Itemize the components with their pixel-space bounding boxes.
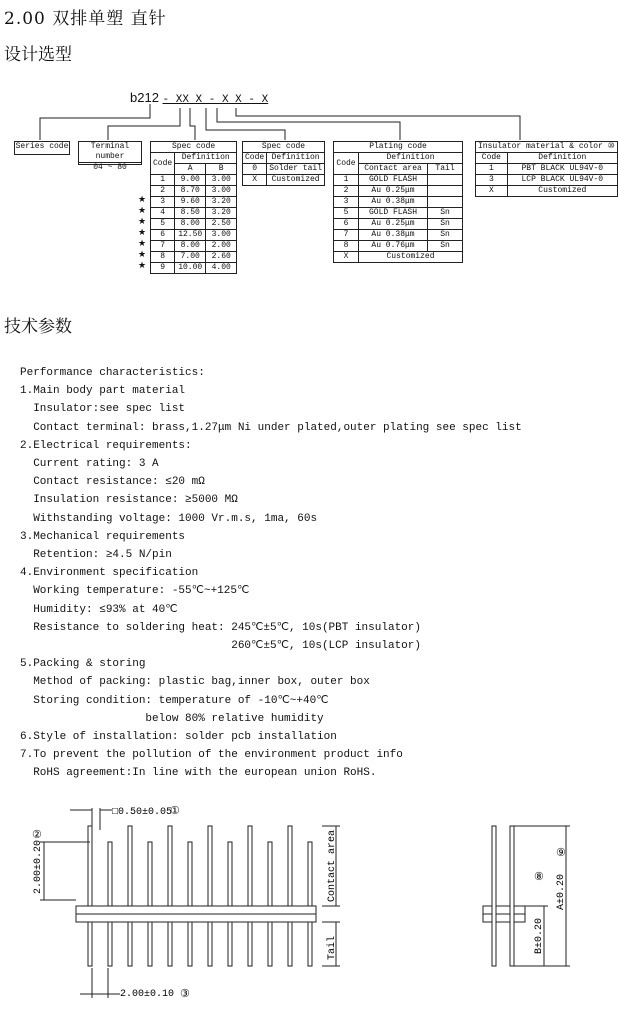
tail-label: Tail bbox=[327, 935, 338, 960]
spec-code-cell: 7 bbox=[151, 241, 175, 252]
plating-code-cell: 1 bbox=[334, 175, 359, 186]
spec-code-title: Spec code bbox=[151, 142, 237, 153]
spec-code-row bbox=[151, 263, 237, 274]
spec-code-row bbox=[151, 219, 237, 230]
spec-code-cell: 2 bbox=[151, 186, 175, 197]
plating-header-code: Code bbox=[334, 153, 359, 175]
plating-title: Plating code bbox=[334, 142, 463, 153]
spec-b-cell: 3.00 bbox=[206, 186, 237, 197]
insulator-header-code: Code bbox=[476, 153, 508, 164]
performance-line: 2.Electrical requirements: bbox=[20, 439, 192, 452]
terminal-number-box bbox=[78, 141, 142, 172]
plating-code-cell: 5 bbox=[334, 208, 359, 219]
spec-code-header-definition: Definition bbox=[175, 153, 237, 164]
performance-line: RoHS agreement:In line with the european union RoHS. bbox=[20, 767, 377, 780]
spec-mark: ★ bbox=[138, 228, 147, 238]
tail-definition-cell: Solder tail bbox=[267, 164, 325, 175]
plating-row bbox=[334, 197, 463, 208]
spec-b-cell: 3.00 bbox=[206, 230, 237, 241]
insulator-row bbox=[476, 186, 618, 197]
plating-row bbox=[334, 208, 463, 219]
spec-mark: ★ bbox=[138, 206, 147, 216]
plating-contact-cell: Au 0.38μm bbox=[359, 197, 428, 208]
plating-header-contact: Contact area bbox=[359, 164, 428, 175]
pin bbox=[208, 826, 212, 966]
plating-tail-cell bbox=[428, 175, 463, 186]
plating-row bbox=[334, 241, 463, 252]
insulator-title: Insulator material & color ⑩ bbox=[476, 142, 618, 153]
insulator-table bbox=[475, 141, 618, 197]
performance-line: Resistance to soldering heat: 245℃±5℃, 10s(PBT insulator) bbox=[20, 621, 421, 634]
part-code-pattern: - XX X - X X - X bbox=[162, 94, 269, 106]
performance-line: 6.Style of installation: solder pcb installation bbox=[20, 731, 337, 744]
performance-line: Method of packing: plastic bag,inner box, outer box bbox=[20, 676, 370, 689]
plating-tail-cell bbox=[428, 197, 463, 208]
performance-line: Humidity: ≤93% at 40℃ bbox=[20, 603, 178, 616]
spec-code-row bbox=[151, 208, 237, 219]
tail-spec-table bbox=[242, 141, 325, 186]
contact-area-label: Contact area bbox=[327, 829, 338, 902]
plating-tail-cell: Sn bbox=[428, 219, 463, 230]
spec-code-cell: 9 bbox=[151, 263, 175, 274]
insulator-definition-cell: Customized bbox=[507, 186, 617, 197]
spec-code-row bbox=[151, 197, 237, 208]
plating-code-cell: 3 bbox=[334, 197, 359, 208]
spec-mark: ★ bbox=[138, 217, 147, 227]
plating-tail-cell bbox=[428, 186, 463, 197]
spec-b-cell: 4.00 bbox=[206, 263, 237, 274]
spec-a-cell: 8.70 bbox=[175, 186, 206, 197]
a-mark: ⑨ bbox=[556, 848, 566, 860]
series-code-box: Series code bbox=[14, 141, 70, 155]
spec-a-cell: 9.00 bbox=[175, 175, 206, 186]
pin bbox=[288, 826, 292, 966]
performance-line: Withstanding voltage: 1000 Vr.m.s, 1ma, 60s bbox=[20, 512, 318, 525]
plating-row bbox=[334, 175, 463, 186]
spec-b-cell: 2.60 bbox=[206, 252, 237, 263]
pin bbox=[88, 826, 92, 966]
performance-line: 1.Main body part material bbox=[20, 385, 186, 398]
spec-code-header-code: Code bbox=[151, 153, 175, 175]
spec-mark: ★ bbox=[138, 195, 147, 205]
pin bbox=[228, 842, 232, 966]
tail-code-cell: 0 bbox=[243, 164, 267, 175]
plating-tail-cell: Sn bbox=[428, 241, 463, 252]
spec-code-row bbox=[151, 252, 237, 263]
plating-code-cell: 2 bbox=[334, 186, 359, 197]
insulator-row bbox=[476, 175, 618, 186]
part-code-prefix: b212 bbox=[130, 90, 159, 105]
spec-a-cell: 10.00 bbox=[175, 263, 206, 274]
spec-code-header-b: B bbox=[206, 164, 237, 175]
front-view-drawing bbox=[0, 790, 600, 1010]
plating-code-cell: 7 bbox=[334, 230, 359, 241]
pitch-mark: ③ bbox=[180, 989, 190, 1001]
performance-line: Insulation resistance: ≥5000 MΩ bbox=[20, 494, 238, 507]
section-design-heading: 设计选型 bbox=[4, 45, 72, 65]
height-dim: 2.00±0.20 bbox=[33, 839, 44, 894]
spec-code-row bbox=[151, 230, 237, 241]
terminal-number-label: Terminal number bbox=[79, 142, 141, 163]
plating-header-tail: Tail bbox=[428, 164, 463, 175]
plating-contact-cell: Au 0.38μm bbox=[359, 230, 428, 241]
spec-a-cell: 8.00 bbox=[175, 241, 206, 252]
performance-line: Storing condition: temperature of -10℃~+40℃ bbox=[20, 694, 329, 707]
performance-line: 3.Mechanical requirements bbox=[20, 530, 186, 543]
spec-code-row bbox=[151, 175, 237, 186]
plating-tail-cell: Sn bbox=[428, 230, 463, 241]
spec-code-row bbox=[151, 186, 237, 197]
plating-contact-cell: GOLD FLASH bbox=[359, 175, 428, 186]
performance-line: Working temperature: -55℃~+125℃ bbox=[20, 585, 250, 598]
pin bbox=[268, 842, 272, 966]
performance-line: Retention: ≥4.5 N/pin bbox=[20, 549, 172, 562]
performance-characteristics bbox=[20, 364, 522, 783]
spec-mark: ★ bbox=[138, 239, 147, 249]
performance-line: 4.Environment specification bbox=[20, 567, 199, 580]
tail-spec-row bbox=[243, 164, 325, 175]
insulator-definition-cell: PBT BLACK UL94V-0 bbox=[507, 164, 617, 175]
spec-code-cell: 3 bbox=[151, 197, 175, 208]
spec-b-cell: 3.20 bbox=[206, 197, 237, 208]
insulator-code-cell: 3 bbox=[476, 175, 508, 186]
plating-code-cell: X bbox=[334, 252, 359, 263]
tail-spec-header-definition: Definition bbox=[267, 153, 325, 164]
height-mark: ② bbox=[32, 830, 42, 842]
plating-code-cell: 6 bbox=[334, 219, 359, 230]
performance-line: Contact resistance: ≤20 mΩ bbox=[20, 476, 205, 489]
spec-b-cell: 2.00 bbox=[206, 241, 237, 252]
spec-a-cell: 8.00 bbox=[175, 219, 206, 230]
tail-spec-header-code: Code bbox=[243, 153, 267, 164]
tail-definition-cell: Customized bbox=[267, 175, 325, 186]
performance-line: 260℃±5℃, 10s(LCP insulator) bbox=[20, 640, 421, 653]
pin bbox=[108, 842, 112, 966]
insulator-header-definition: Definition bbox=[507, 153, 617, 164]
plating-code-cell: 8 bbox=[334, 241, 359, 252]
plating-header-definition: Definition bbox=[359, 153, 463, 164]
tail-code-cell: X bbox=[243, 175, 267, 186]
code-leader-lines bbox=[0, 0, 600, 150]
spec-mark: ★ bbox=[138, 261, 147, 271]
b-mark: ⑧ bbox=[534, 872, 544, 884]
plating-code-table bbox=[333, 141, 463, 263]
spec-a-cell: 9.60 bbox=[175, 197, 206, 208]
spec-code-row bbox=[151, 241, 237, 252]
b-dim: B±0.20 bbox=[534, 917, 545, 954]
insulator-code-cell: 1 bbox=[476, 164, 508, 175]
plating-tail-cell: Sn bbox=[428, 208, 463, 219]
plating-contact-cell: Au 0.76μm bbox=[359, 241, 428, 252]
plating-row bbox=[334, 230, 463, 241]
page-title: 2.00 双排单塑 直针 bbox=[4, 9, 167, 29]
plating-row bbox=[334, 186, 463, 197]
pin-size-mark: ① bbox=[170, 806, 180, 818]
insulator-row bbox=[476, 164, 618, 175]
plating-contact-cell: Customized bbox=[359, 252, 463, 263]
section-tech-heading: 技术参数 bbox=[4, 317, 72, 337]
plating-contact-cell: GOLD FLASH bbox=[359, 208, 428, 219]
spec-b-cell: 3.20 bbox=[206, 208, 237, 219]
spec-code-cell: 6 bbox=[151, 230, 175, 241]
spec-a-cell: 12.50 bbox=[175, 230, 206, 241]
spec-a-cell: 8.50 bbox=[175, 208, 206, 219]
plating-row bbox=[334, 252, 463, 263]
side-view-drawing bbox=[483, 826, 570, 966]
spec-code-cell: 8 bbox=[151, 252, 175, 263]
pin bbox=[168, 826, 172, 966]
spec-a-cell: 7.00 bbox=[175, 252, 206, 263]
insulator-marker: ⑩ bbox=[607, 142, 615, 151]
insulator-definition-cell: LCP BLACK UL94V-0 bbox=[507, 175, 617, 186]
terminal-number-range: 04 ~ 80 bbox=[93, 163, 127, 172]
spec-b-cell: 3.00 bbox=[206, 175, 237, 186]
plating-contact-cell: Au 0.25μm bbox=[359, 219, 428, 230]
tail-spec-title: Spec code bbox=[243, 142, 325, 153]
spec-b-cell: 2.50 bbox=[206, 219, 237, 230]
pin bbox=[248, 826, 252, 966]
plating-contact-cell: Au 0.25μm bbox=[359, 186, 428, 197]
pin bbox=[188, 842, 192, 966]
spec-code-table bbox=[150, 141, 237, 274]
performance-line: below 80% relative humidity bbox=[20, 712, 324, 725]
performance-line: Contact terminal: brass,1.27μm Ni under plated,outer plating see spec list bbox=[20, 421, 522, 434]
spec-code-cell: 4 bbox=[151, 208, 175, 219]
performance-line: Performance characteristics: bbox=[20, 367, 205, 379]
plating-row bbox=[334, 219, 463, 230]
performance-line: Insulator:see spec list bbox=[20, 403, 186, 416]
spec-code-cell: 1 bbox=[151, 175, 175, 186]
tail-spec-row bbox=[243, 175, 325, 186]
performance-line: 7.To prevent the pollution of the environment product info bbox=[20, 749, 403, 762]
spec-code-cell: 5 bbox=[151, 219, 175, 230]
spec-code-header-a: A bbox=[175, 164, 206, 175]
pin bbox=[128, 826, 132, 966]
pitch-dim: 2.00±0.10 bbox=[120, 989, 175, 1000]
insulator-code-cell: X bbox=[476, 186, 508, 197]
performance-line: Current rating: 3 A bbox=[20, 458, 159, 471]
spec-mark: ★ bbox=[138, 250, 147, 260]
performance-line: 5.Packing & storing bbox=[20, 658, 146, 671]
a-dim: A±0.20 bbox=[556, 873, 567, 910]
pin bbox=[148, 842, 152, 966]
pin bbox=[308, 842, 312, 966]
pin-size-dim: □0.50±0.05 bbox=[112, 807, 173, 818]
